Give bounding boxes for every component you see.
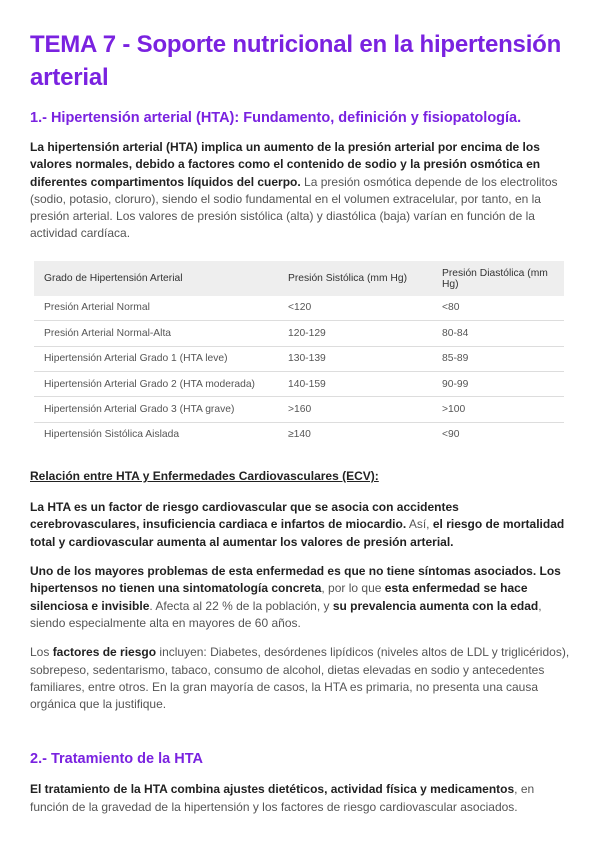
cell-systolic: >160 [288,404,312,416]
cell-grade: Hipertensión Arterial Grado 1 (HTA leve) [44,353,228,365]
text: Así, [406,517,433,532]
cell-grade: Hipertensión Sistólica Aislada [44,429,180,441]
cell-systolic: ≥140 [288,429,311,441]
cell-diastolic: 90-99 [442,378,469,390]
cell-systolic: 130-139 [288,353,326,365]
section-2-heading: 2.- Tratamiento de la HTA [30,751,203,768]
intro-text: La presión osmótica depende de los electrolitos (sodio, potasio, cloruro), siendo el sodio fundamental en el volumen extracelular, por tanto, en la presión arterial. Los valores de presión sistólica (alta) y diastólica (baja) varían en función de la actividad cardíaca. [30,174,558,241]
cell-grade: Presión Arterial Normal [44,302,150,314]
cell-grade: Hipertensión Arterial Grado 2 (HTA moderada) [44,378,255,390]
section-1-heading: 1.- Hipertensión arterial (HTA): Fundamento, definición y fisiopatología. [30,110,522,126]
section-1-intro [30,139,570,243]
table-row [34,321,564,346]
intro-bold-text: La hipertensión arterial (HTA) implica un aumento de la presión arterial por encima de los valores normales, debido a factores como el contenido de sodio y la presión osmótica en diferentes compartimentos líquidos del cuerpo. [30,140,541,189]
bold-text: esta enfermedad se hace silenciosa e invisible [30,581,528,613]
cell-diastolic: >100 [442,404,466,416]
header-diastolic: Presión Diastólica (mm Hg) [442,267,548,290]
bold-text: su prevalencia aumenta con la edad [332,598,539,613]
text: , por lo que [321,581,385,596]
bold-text: el riesgo de mortalidad total y cardiovascular aumenta al aumentar los valores de presión arterial. [30,517,565,549]
table-row [34,346,564,371]
table-row [34,371,564,396]
text: incluyen: Diabetes, desórdenes lipídicos (niveles altos de LDL y triglicéridos), sobrepeso, sedentarismo, tabaco, consumo de alcohol, dietas elevadas en sodio y antecedentes familiares, entre otros. En la gran mayoría de casos, la HTA es primaria, no presenta una causa orgánica que la justifique. [30,645,570,712]
relation-heading: Relación entre HTA y Enfermedades Cardiovasculares (ECV): [30,469,379,484]
text: , siendo especialmente alta en mayores de 60 años. [30,598,542,630]
relation-paragraph-2 [30,563,570,632]
header-grade: Grado de Hipertensión Arterial [44,273,183,285]
cell-grade: Presión Arterial Normal-Alta [44,327,172,339]
cell-diastolic: <90 [442,429,460,441]
cell-diastolic: 80-84 [442,327,469,339]
cell-systolic: <120 [288,302,312,314]
page-title: TEMA 7 - Soporte nutricional en la hipertensión arterial [30,31,562,91]
header-systolic: Presión Sistólica (mm Hg) [288,273,408,285]
bold-text: La HTA es un factor de riesgo cardiovascular que se asocia con accidentes cerebrovasculares, insuficiencia cardiaca e infartos de miocardio. [30,500,459,532]
bold-text: Uno de los mayores problemas de esta enfermedad es que no tiene síntomas asociados. Los hipertensos no tienen una sintomatología concreta [30,564,561,596]
cell-systolic: 140-159 [288,378,326,390]
cell-systolic: 120-129 [288,327,326,339]
cell-diastolic: 85-89 [442,353,469,365]
text: Los [30,645,53,660]
treatment-paragraph [30,781,570,816]
relation-paragraph-1 [30,499,570,551]
table-row [34,397,564,422]
bold-text: factores de riesgo [52,645,157,660]
risk-factors-paragraph [30,644,570,713]
text: . Afecta al 22 % de la población, y [149,598,333,613]
bold-text: El tratamiento de la HTA combina ajustes dietéticos, actividad física y medicamentos [30,782,515,797]
table-header-row [34,261,564,296]
hypertension-grades-table [34,261,564,447]
table-row [34,296,564,321]
table-row [34,422,564,447]
cell-diastolic: <80 [442,302,460,314]
cell-grade: Hipertensión Arterial Grado 3 (HTA grave) [44,404,235,416]
text: , en función de la gravedad de la hipertensión y los factores de riesgo cardiovascular asociados. [30,782,535,814]
